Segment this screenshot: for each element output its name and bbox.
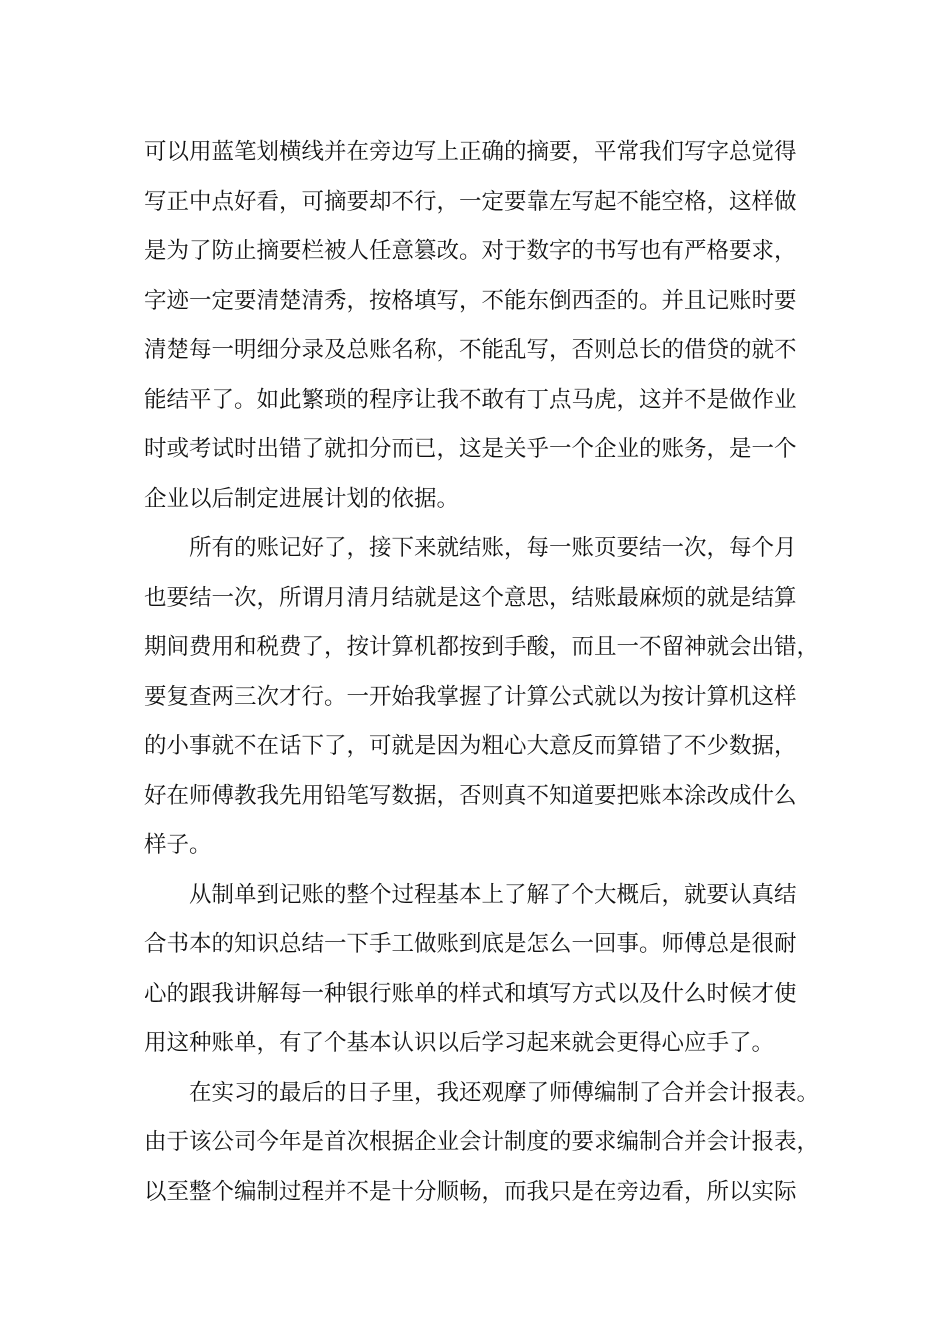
paragraph-2: [144, 524, 824, 871]
text-line: 好在师傅教我先用铅笔写数据，否则真不知道要把账本涂改成什么: [144, 782, 797, 809]
text-line: 由于该公司今年是首次根据企业会计制度的要求编制合并会计报表，: [144, 1129, 820, 1155]
text-line: 从制单到记账的整个过程基本上了解了个大概后，就要认真结: [189, 881, 797, 908]
text-line: 可以用蓝笔划横线并在旁边写上正确的摘要，平常我们写字总觉得: [144, 139, 797, 165]
text-line: 在实习的最后的日子里，我还观摩了师傅编制了合并会计报表。: [189, 1079, 820, 1106]
text-line: 也要结一次，所谓月清月结就是这个意思，结账最麻烦的就是结算: [144, 584, 797, 611]
text-line: 以至整个编制过程并不是十分顺畅，而我只是在旁边看，所以实际: [144, 1178, 797, 1205]
text-line: 清楚每一明细分录及总账名称，不能乱写，否则总长的借贷的就不: [144, 337, 797, 363]
paragraph-1: [144, 128, 824, 524]
text-line: 样子。: [144, 832, 212, 858]
text-line: 要复查两三次才行。一开始我掌握了计算公式就以为按计算机这样: [144, 683, 797, 710]
text-line: 能结平了。如此繁琐的程序让我不敢有丁点马虎，这并不是做作业: [144, 386, 797, 413]
text-line: 企业以后制定进展计划的依据。: [144, 485, 460, 512]
text-line: 的小事就不在话下了，可就是因为粗心大意反而算错了不少数据，: [144, 733, 797, 759]
text-line: 写正中点好看，可摘要却不行，一定要靠左写起不能空格，这样做: [144, 188, 797, 215]
text-line: 合书本的知识总结一下手工做账到底是怎么一回事。师傅总是很耐: [144, 931, 797, 957]
text-line: 用这种账单，有了个基本认识以后学习起来就会更得心应手了。: [144, 1030, 775, 1056]
text-line: 心的跟我讲解每一种银行账单的样式和填写方式以及什么时候才使: [144, 980, 797, 1007]
text-line: 字迹一定要清楚清秀，按格填写，不能东倒西歪的。并且记账时要: [144, 287, 797, 314]
text-line: 所有的账记好了，接下来就结账，每一账页要结一次，每个月: [189, 535, 797, 561]
text-line: 期间费用和税费了，按计算机都按到手酸，而且一不留神就会出错，: [144, 634, 820, 660]
paragraph-4: [144, 1069, 824, 1218]
text-line: 时或考试时出错了就扣分而已，这是关乎一个企业的账务，是一个: [144, 436, 797, 462]
paragraph-3: [144, 871, 824, 1069]
document-body: [144, 128, 824, 1217]
text-line: 是为了防止摘要栏被人任意篡改。对于数字的书写也有严格要求，: [144, 238, 797, 264]
